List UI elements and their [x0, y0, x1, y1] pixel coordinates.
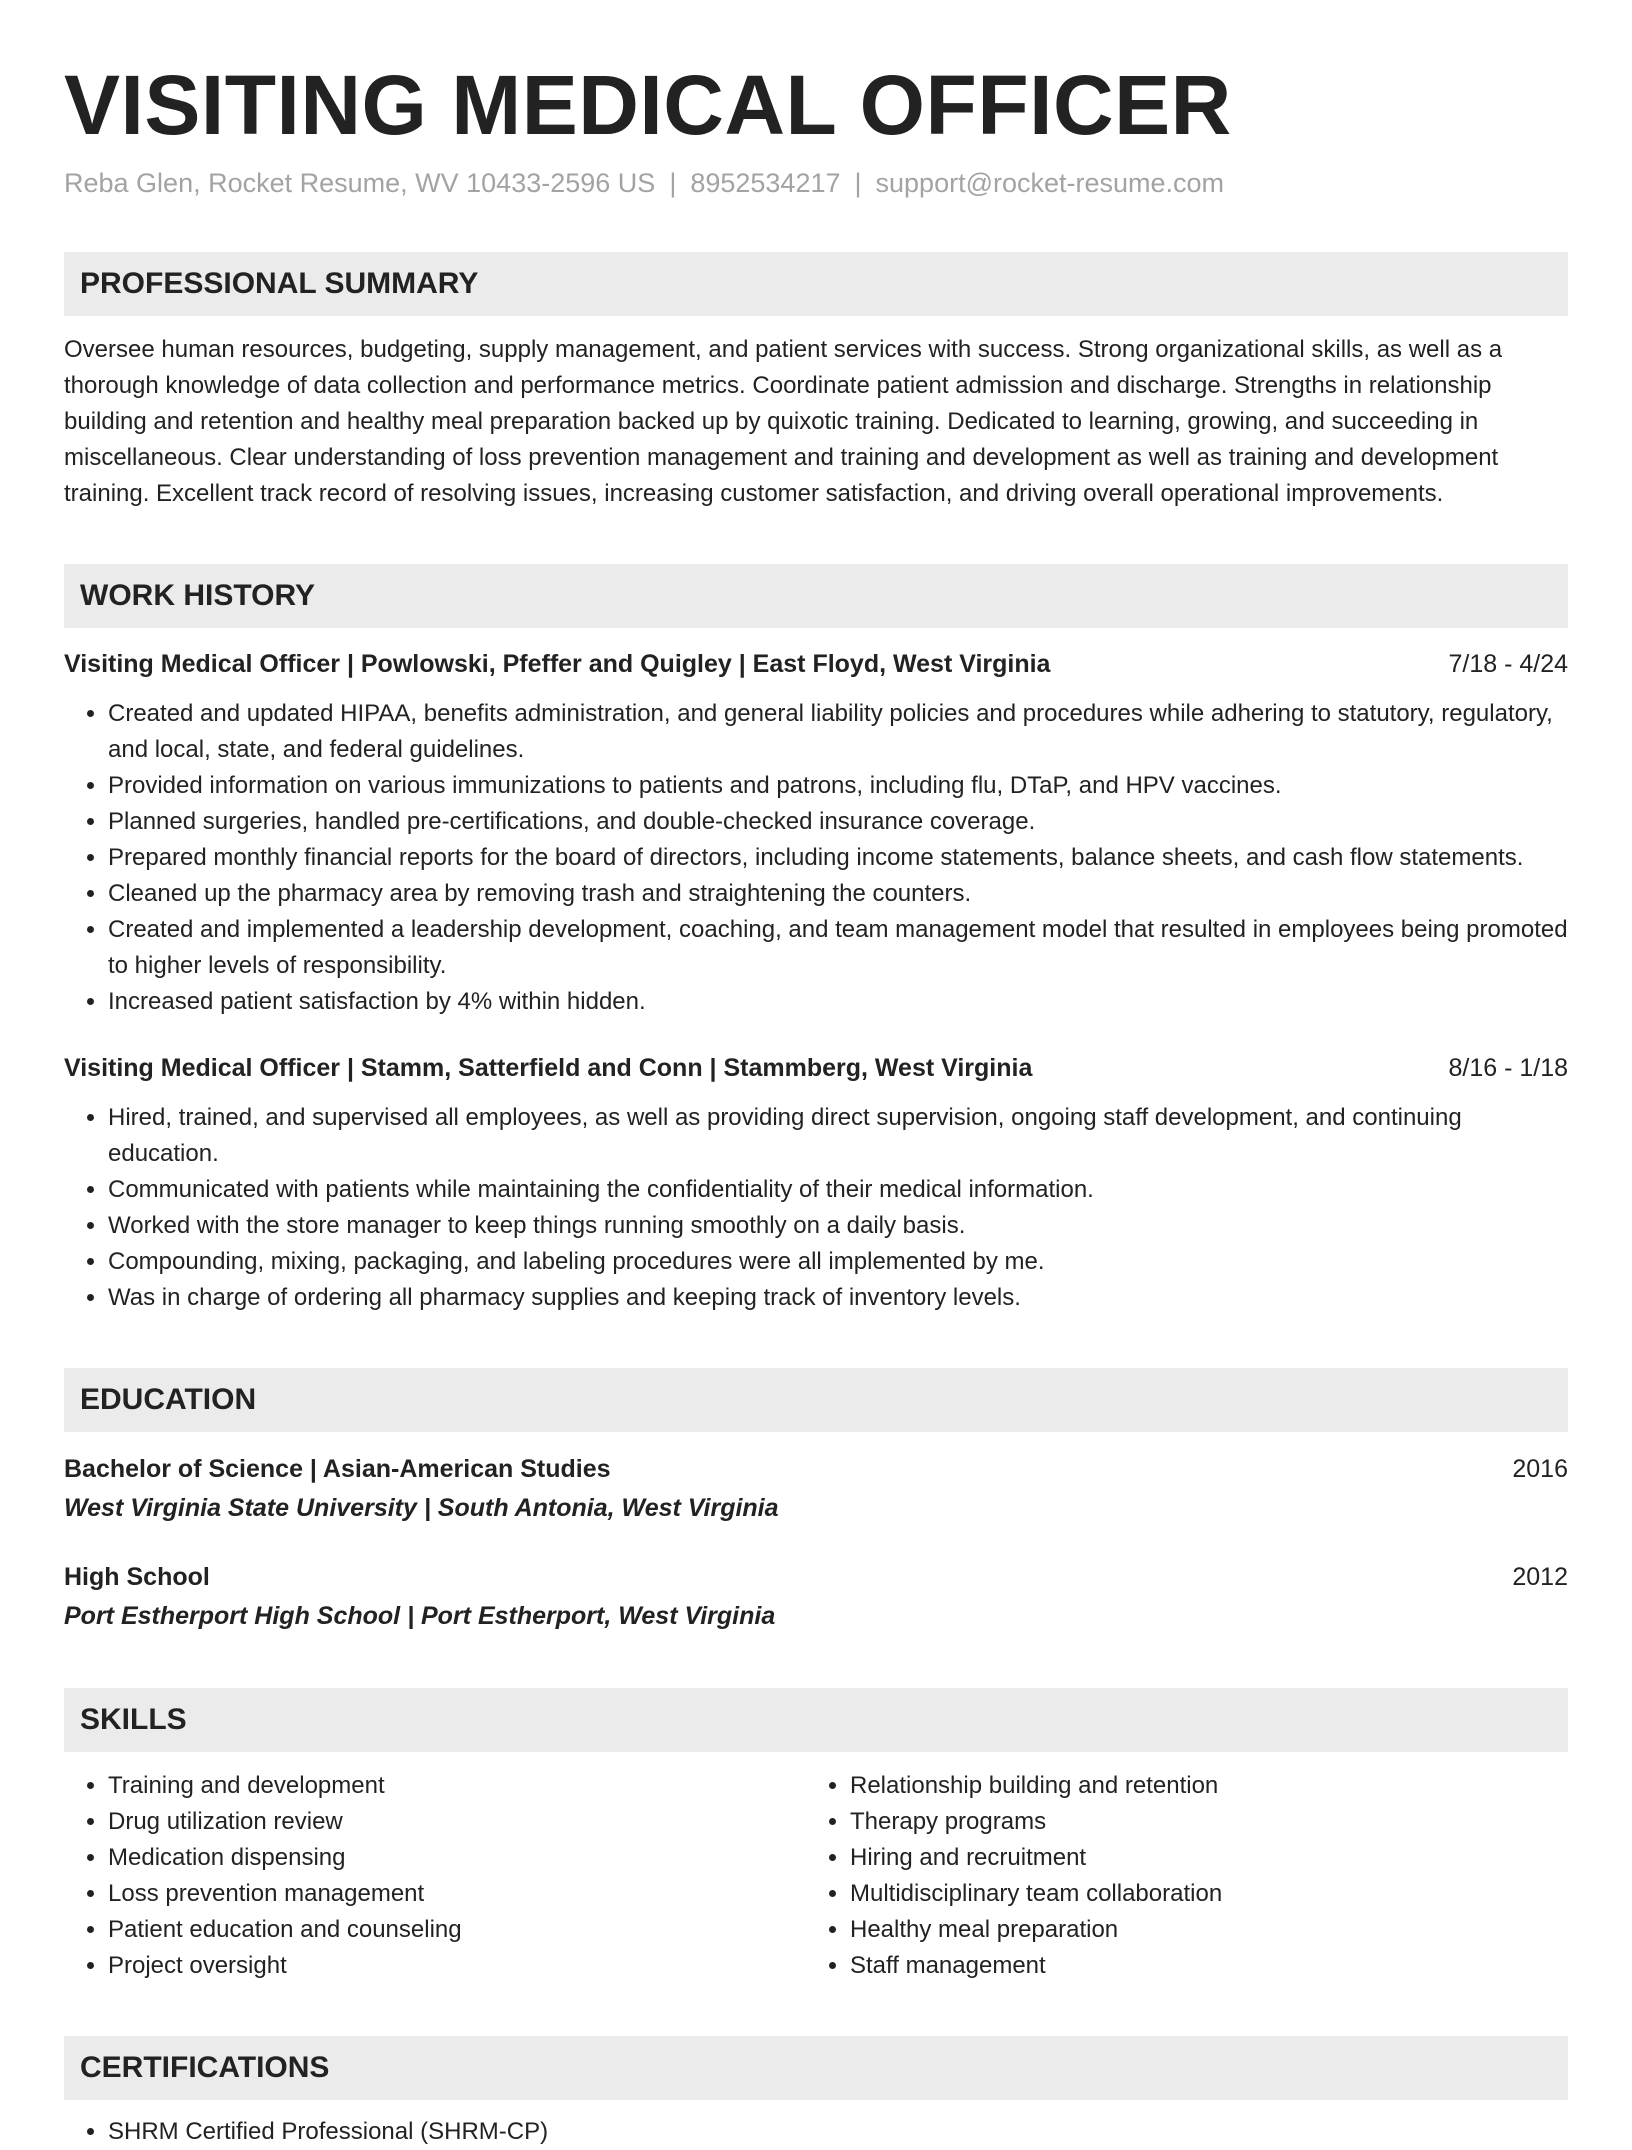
- education-school: West Virginia State University | South Antonia, West Virginia: [64, 1494, 779, 1522]
- certifications-list: [64, 2114, 1568, 2150]
- job-bullet: • Worked with the store manager to keep things running smoothly on a daily basis.: [108, 1208, 1568, 1244]
- job-bullets: [64, 696, 1568, 1020]
- section-heading-education: EDUCATION: [64, 1368, 1568, 1432]
- job-dates: 7/18 - 4/24: [1448, 650, 1568, 678]
- job-bullet: • Prepared monthly financial reports for the board of directors, including income statements, balance sheets, and cash flow statements.: [108, 840, 1568, 876]
- skill-item: • Project oversight: [108, 1948, 806, 1984]
- education-degree: Bachelor of Science | Asian-American Studies: [64, 1455, 611, 1483]
- contact-separator: |: [669, 168, 677, 198]
- skill-item: • Multidisciplinary team collaboration: [850, 1876, 1222, 1912]
- section-heading-summary: PROFESSIONAL SUMMARY: [64, 252, 1568, 316]
- job-bullet: • Hired, trained, and supervised all employees, as well as providing direct supervision, ongoing staff development, and continuing education.: [108, 1100, 1568, 1172]
- job-entry: [64, 646, 1568, 1020]
- job-title: Visiting Medical Officer | Powlowski, Pfeffer and Quigley | East Floyd, West Virginia: [64, 650, 1051, 678]
- job-entry: [64, 1050, 1568, 1316]
- job-bullet: • Was in charge of ordering all pharmacy supplies and keeping track of inventory levels.: [108, 1280, 1568, 1316]
- skills-columns: [64, 1768, 1568, 1984]
- contact-phone: 8952534217: [690, 168, 841, 198]
- summary-text: Oversee human resources, budgeting, supply management, and patient services with success. Strong organizational skills, as well as a thorough knowledge of data collection and performance metrics. Coordinate patient admission and discharge. Strengths in relationship building and retention and healthy meal preparation backed up by quixotic training. Dedicated to learning, growing, and succeeding in miscellaneous. Clear understanding of loss prevention management and training and development as well as training and development training. Excellent track record of resolving issues, increasing customer satisfaction, and driving overall operational improvements.: [64, 336, 1503, 507]
- job-dates: 8/16 - 1/18: [1448, 1054, 1568, 1082]
- skill-item: • Medication dispensing: [108, 1840, 806, 1876]
- education-year: 2012: [1512, 1563, 1568, 1591]
- skill-item: • Hiring and recruitment: [850, 1840, 1222, 1876]
- job-bullet: • Communicated with patients while maintaining the confidentiality of their medical information.: [108, 1172, 1568, 1208]
- skills-list-left: [64, 1768, 806, 1984]
- contact-separator: |: [854, 168, 862, 198]
- job-bullet: • Planned surgeries, handled pre-certifications, and double-checked insurance coverage.: [108, 804, 1568, 840]
- job-bullet: • Created and implemented a leadership development, coaching, and team management model that resulted in employees being promoted to higher levels of responsibility.: [108, 912, 1568, 984]
- skill-item: • Relationship building and retention: [850, 1768, 1222, 1804]
- skill-item: • Patient education and counseling: [108, 1912, 806, 1948]
- job-bullet: • Created and updated HIPAA, benefits administration, and general liability policies and procedures while adhering to statutory, regulatory, and local, state, and federal guidelines.: [108, 696, 1568, 768]
- education-degree: High School: [64, 1563, 210, 1591]
- contact-email: support@rocket-resume.com: [875, 168, 1225, 198]
- skill-item: • Drug utilization review: [108, 1804, 806, 1840]
- contact-line: [64, 166, 1568, 200]
- education-year: 2016: [1512, 1455, 1568, 1483]
- job-bullet: • Increased patient satisfaction by 4% within hidden.: [108, 984, 1568, 1020]
- education-entry: [64, 1558, 1568, 1636]
- resume-title: VISITING MEDICAL OFFICER: [64, 58, 1232, 152]
- job-bullet: • Provided information on various immunizations to patients and patrons, including flu, DTaP, and HPV vaccines.: [108, 768, 1568, 804]
- job-header: [64, 646, 1568, 682]
- certification-item: • SHRM Certified Professional (SHRM-CP): [108, 2114, 1568, 2150]
- skill-item: • Loss prevention management: [108, 1876, 806, 1912]
- education-header: [64, 1558, 1568, 1596]
- education-school: Port Estherport High School | Port Estherport, West Virginia: [64, 1602, 776, 1630]
- job-header: [64, 1050, 1568, 1086]
- section-heading-skills: SKILLS: [64, 1688, 1568, 1752]
- section-heading-certifications: CERTIFICATIONS: [64, 2036, 1568, 2100]
- skill-item: • Therapy programs: [850, 1804, 1222, 1840]
- education-header: [64, 1450, 1568, 1488]
- job-title: Visiting Medical Officer | Stamm, Satterfield and Conn | Stammberg, West Virginia: [64, 1054, 1033, 1082]
- resume-content: [64, 56, 1568, 2150]
- job-bullet: • Cleaned up the pharmacy area by removing trash and straightening the counters.: [108, 876, 1568, 912]
- skill-item: • Healthy meal preparation: [850, 1912, 1222, 1948]
- job-bullets: [64, 1100, 1568, 1316]
- contact-address: Reba Glen, Rocket Resume, WV 10433-2596 US: [64, 168, 656, 198]
- section-heading-work-history: WORK HISTORY: [64, 564, 1568, 628]
- job-bullet: • Compounding, mixing, packaging, and labeling procedures were all implemented by me.: [108, 1244, 1568, 1280]
- education-entry: [64, 1450, 1568, 1528]
- skills-list-right: [806, 1768, 1222, 1984]
- skill-item: • Training and development: [108, 1768, 806, 1804]
- skill-item: • Staff management: [850, 1948, 1222, 1984]
